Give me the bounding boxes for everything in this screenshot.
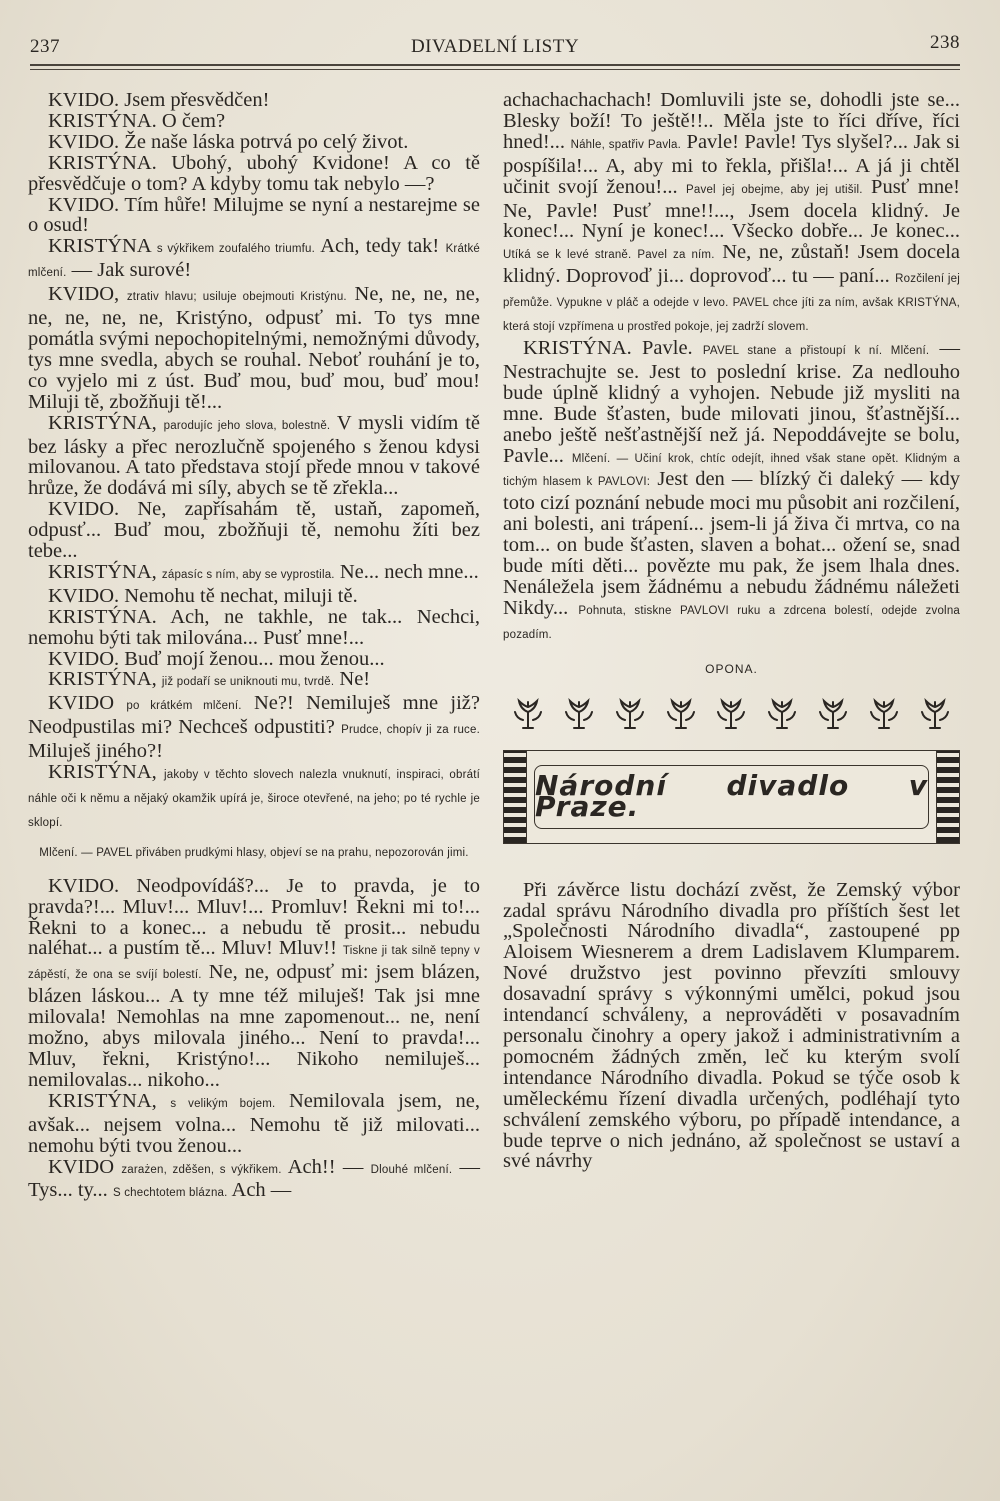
ornament-row bbox=[503, 698, 960, 732]
stage-direction: již podaří se uniknouti mu, tvrdě. bbox=[161, 676, 335, 689]
publication-title: DIVADELNÍ LISTY bbox=[410, 36, 580, 57]
speaker: KVIDO bbox=[48, 692, 115, 715]
stage-direction: Mlčení. — Učiní krok, chtíc odejít, ihned však stane opět. Klidným a tichým hlasem k PAVLOVI: bbox=[503, 452, 960, 489]
speech: V mysli vidím tě bez lásky a přec nerozlučně spojeného s ženou kdysi milovanou. A tato představa stojí přede mnou v takové hrůze, že dodává mi síly, abych se tě zřekla... bbox=[28, 411, 480, 500]
lily-ornament-icon bbox=[511, 698, 545, 732]
speech: — Jak surové! bbox=[71, 259, 192, 282]
stage-direction: Prudce, chopív ji za ruce. bbox=[341, 724, 480, 737]
dialogue-line bbox=[28, 562, 480, 586]
stage-direction: s výkřikem zoufalého triumfu. bbox=[156, 243, 316, 256]
lily-ornament-icon bbox=[562, 698, 596, 732]
speech: Ne... nech mne... bbox=[339, 560, 479, 583]
stage-direction: Dlouhé mlčení. bbox=[370, 1163, 453, 1176]
lily-ornament-icon bbox=[765, 698, 799, 732]
dialogue-line bbox=[28, 284, 480, 412]
lily-ornament-icon bbox=[918, 698, 952, 732]
dialogue-line: KRISTÝNA. Ubohý, ubohý Kvidone! A co tě přesvědčuje o tom? A kdyby tomu tak nebylo —? bbox=[28, 151, 480, 195]
dialogue-line bbox=[28, 669, 480, 693]
dialogue-line: KVIDO. Jsem přesvědčen! bbox=[48, 89, 270, 111]
dialogue-line bbox=[28, 236, 480, 284]
stage-direction: s velikým bojem. bbox=[170, 1097, 276, 1110]
speaker: KVIDO, bbox=[48, 283, 120, 306]
speaker: KRISTÝNA, bbox=[48, 761, 157, 784]
banner-border-left bbox=[504, 751, 527, 843]
dialogue-line bbox=[28, 1091, 480, 1157]
stage-direction: Pavel jej obejme, aby jej utišil. bbox=[686, 183, 863, 196]
stage-direction: Rozčilení jej přemůže. Vypukne v pláč a odejde v levo. PAVEL chce jíti za ním, avšak KRISTÝNA, která stojí vzpřímena u prostřed pokoje, jej zadrží slovem. bbox=[503, 273, 960, 334]
speech: Ach, tedy tak! bbox=[320, 235, 440, 258]
lily-ornament-icon bbox=[867, 698, 901, 732]
section-banner bbox=[503, 750, 960, 844]
page-number-right: 238 bbox=[930, 32, 960, 53]
speaker: KRISTÝNA bbox=[48, 235, 151, 258]
speech: Ne?! Nemiluješ mne již? Neodpustilas mi? Nechceš odpustiti? bbox=[28, 692, 481, 739]
stage-direction: parodujíc jeho slova, bolestně. bbox=[163, 419, 331, 432]
lily-ornament-icon bbox=[613, 698, 647, 732]
speech: Jest den — blízký či daleký — kdy toto cizí poznání nebude moci mu působit ani rozčilení, ani bolesti, ani trápení... jsem-li já živa či mrtva, co na tom... on bude šťasten, slaven a bohat... ožení se, snad bude míti děti... povězte mu pak, že jsem lhala dnes. Nenáležela jsem žádnému a nebudu žádnému náležeti Nikdy... bbox=[503, 468, 961, 619]
speech: — Nestrachujte se. Jest to poslední krise. Za nedlouho bude úplně klidný a vyhojen. Nebude již mysliti na mne. Bude šťasten, bude milovati jinou, šťastnější... anebo ještě nešťastnější než já. Nepoddávejte se bolu, Pavle... bbox=[503, 336, 961, 467]
speech: Ne, ne, odpusť mi: jsem blázen, blázen láskou... A ty mne též miluješ! Tak jsi mne milovala! Nemohlas na mne zapomenout... ne, není možno, abys milovala jiného... Není to pravda!... Mluv, řekni, Kristýno!... Nikoho nemiluješ... nemilovalas... nikoho... bbox=[28, 961, 480, 1091]
stage-direction: ztrativ hlavu; usiluje obejmouti Kristýnu. bbox=[126, 291, 347, 304]
lily-ornament-icon bbox=[816, 698, 850, 732]
dialogue-line: KRISTÝNA. Ach, ne takhle, ne tak... Nechci, nemohu býti tak milována... Pusť mne!... bbox=[28, 605, 480, 649]
speech: achachachachach! Domluvili jste se, dohodli jste se... Blesky boží! To ještě!!.. Měla jste to říci dříve, říci hned!... bbox=[503, 89, 960, 153]
speech: — Tys... ty... bbox=[28, 1155, 481, 1202]
speech: Ach!! — bbox=[287, 1155, 364, 1178]
lily-ornament-icon bbox=[664, 698, 698, 732]
dialogue-line: KRISTÝNA. O čem? bbox=[48, 109, 226, 132]
stage-direction: Pohnuta, stiskne PAVLOVI ruku a zdrcena bolestí, odejde zvolna pozadím. bbox=[503, 604, 961, 641]
stage-direction: Tiskne ji tak silně tepny v zápěstí, že ona se svíjí bolestí. bbox=[28, 945, 480, 982]
dialogue-line: KVIDO. Ne, zapřísahám tě, ustaň, zapomeň, odpusť... Buď mou, zbožňuji tě, nemohu žíti bez tebe... bbox=[28, 498, 480, 563]
stage-direction: Mlčení. — PAVEL přiváben prudkými hlasy, objeví se na prahu, nepozorován jimi. bbox=[39, 846, 469, 859]
dialogue-line bbox=[503, 338, 960, 646]
stage-direction: Náhle, spatřiv Pavla. bbox=[570, 138, 682, 151]
right-column bbox=[503, 90, 960, 1172]
dialogue-line: KVIDO. Tím hůře! Milujme se nyní a nestarejme se o osud! bbox=[28, 193, 480, 237]
page-number-left: 237 bbox=[30, 36, 60, 57]
news-paragraph: Při závěrce listu dochází zvěst, že Zemský výbor zadal správu Národního divadla pro příštích šest let „Společnosti Národního divadla“, zastoupené pp Aloisem Wiesnerem a drem Ladislavem Klumparem. Nové družstvo jest povinno převzíti smlouvy dosavadní správy s výkonnými umělci, pokud jsou intendancí schváleny, a neprováděti v posavadním personalu činohry a opery jakož i administrativním a pomocném žádných změn, leč ku kterým svolí intendance Národního divadla. Pokud se týče osob k uměleckému řízení divadla určených, podléhají tyto schválení zemského výboru, po případě intendance, a bude teprve o nich jednáno, až společnost se ustaví a své návrhy bbox=[503, 878, 960, 1173]
speech: Pusť mne! Ne, Pavle! Pusť mne!!..., Jsem docela klidný. Je konec!... Nyní je konec!... Všecko dobře... Je konec... bbox=[503, 175, 960, 243]
header-rule-thin bbox=[30, 69, 960, 70]
banner-border-right bbox=[936, 751, 959, 843]
speech: Nemilovala jsem, ne, avšak... nejsem volna... Nemohu tě již milovati... nemohu býti tvou ženou... bbox=[28, 1089, 481, 1157]
dialogue-line bbox=[28, 693, 480, 762]
dialogue-line bbox=[503, 90, 960, 338]
lily-ornament-icon bbox=[714, 698, 748, 732]
dialogue-line bbox=[28, 876, 480, 1091]
dialogue-line: KVIDO. Nemohu tě nechat, miluji tě. bbox=[48, 584, 358, 607]
speaker: KRISTÝNA. Pavle. bbox=[523, 336, 693, 359]
stage-direction: PAVEL stane a přistoupí k ní. Mlčení. bbox=[702, 344, 930, 357]
dialogue-line: KVIDO. Že naše láska potrvá po celý život. bbox=[48, 130, 409, 153]
stage-direction: zarażen, zděšen, s výkřikem. bbox=[121, 1163, 282, 1176]
speaker: KVIDO bbox=[48, 1155, 115, 1178]
speech: Ach — bbox=[231, 1179, 292, 1202]
speaker: KRISTÝNA, bbox=[48, 668, 157, 691]
speech: Ne! bbox=[339, 668, 371, 691]
speech: KVIDO. Neodpovídáš?... Je to pravda, je to pravda?!... Mluv!... Mluv!... Promluv! Řekni mi to!... Řekni to a konec... a nebudu tě prosit... nebudu naléhat... a pustím tě... Mluv! Mluv!! bbox=[28, 874, 480, 960]
speaker: KRISTÝNA, bbox=[48, 560, 157, 583]
speech: Miluješ jiného?! bbox=[28, 740, 163, 763]
stage-direction: Utíká se k levé straně. Pavel za ním. bbox=[503, 249, 715, 262]
dialogue-line bbox=[28, 413, 480, 500]
left-column bbox=[28, 90, 480, 1204]
speaker: KRISTÝNA, bbox=[48, 1089, 157, 1112]
speech: Ne, ne, zůstaň! Jsem docela klidný. Doprovoď ji... doprovoď... tu — paní... bbox=[503, 241, 960, 288]
speaker: KRISTÝNA, bbox=[48, 411, 157, 434]
banner-title: Národní divadlo v Praze. bbox=[534, 765, 929, 829]
stage-direction: po krátkém mlčení. bbox=[126, 700, 242, 713]
dialogue-line bbox=[28, 762, 480, 834]
curtain-label: OPONA. bbox=[705, 661, 758, 676]
speech: Pavle! Pavle! Tys slyšel?... Jak si pospíšila!... A, aby mi to řekla, přišla!... A já ji chtěl učinit svojí ženou!... bbox=[503, 130, 960, 198]
stage-direction: S chechtotem blázna. bbox=[112, 1187, 228, 1200]
stage-direction: Krátké mlčení. bbox=[28, 243, 480, 280]
stage-direction: zápasíc s ním, aby se vyprostila. bbox=[161, 568, 335, 581]
dialogue-line bbox=[28, 1157, 480, 1205]
stage-direction: jakoby v těchto slovech nalezla vnuknutí, inspiraci, obrátí náhle oči k němu a nějaký okamžik upírá je, široce otevřené, na jeho; po té rychle je sklopí. bbox=[28, 769, 481, 829]
stage-direction-block bbox=[28, 840, 480, 864]
dialogue-line: KVIDO. Buď mojí ženou... mou ženou... bbox=[48, 647, 385, 670]
speech: Ne, ne, ne, ne, ne, ne, ne, ne, Kristýno, odpusť mi. To tys mne pomátla svými nepochopitelnými, nemožnými důvody, tys mne svedla, abych se rouhal. Neboť rouhání je to, co vyjelo mi z úst. Buď mou, buď mou, buď mou! Miluji tě, zbožňuji tě!... bbox=[28, 283, 481, 413]
header-rule bbox=[30, 64, 960, 66]
